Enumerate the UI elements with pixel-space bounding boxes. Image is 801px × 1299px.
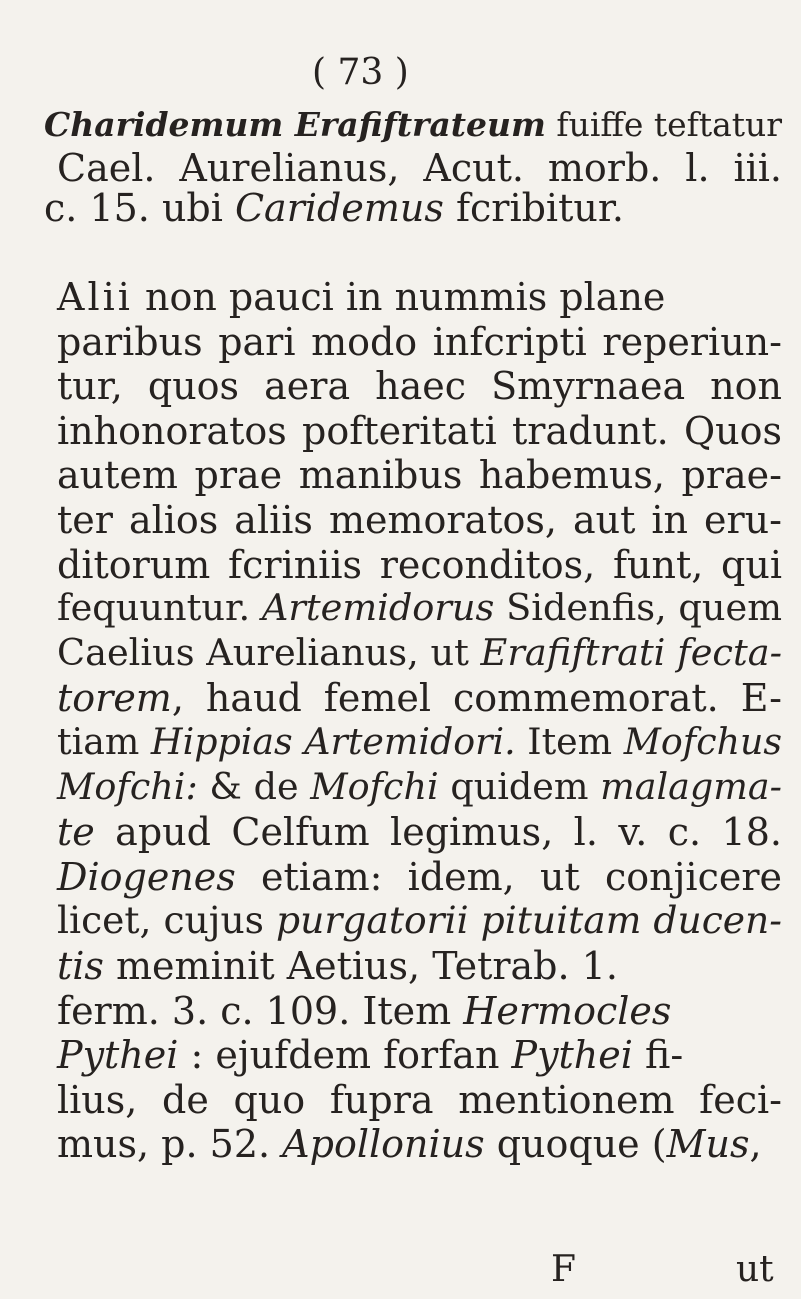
text-line xyxy=(57,319,782,364)
text-span: Hippias Artemidori. xyxy=(150,720,516,763)
text-span: te xyxy=(57,810,95,855)
text-span: meminit Aetius, Tetrab. 1. xyxy=(103,944,618,988)
text-span: Caelius Aurelianus, ut xyxy=(57,630,481,674)
text-span: apud Celfum legimus, l. v. c. 18. xyxy=(94,810,782,855)
text-line xyxy=(57,720,783,763)
text-line xyxy=(57,1077,782,1122)
text-span: non pauci in nummis plane xyxy=(132,275,666,319)
text-span: , xyxy=(749,1122,762,1167)
text-span: quidem xyxy=(438,764,601,808)
text-span: Mus xyxy=(666,1122,750,1167)
text-line xyxy=(57,898,782,943)
text-span: Pythei xyxy=(57,1033,179,1078)
text-span: Caridemus xyxy=(234,186,444,230)
text-line xyxy=(57,586,783,630)
text-line xyxy=(57,453,782,498)
text-line xyxy=(57,145,783,190)
text-span: mus, p. 52. xyxy=(57,1122,283,1167)
text-span: Sidenfis, quem xyxy=(494,586,783,630)
text-span: Apollonius xyxy=(282,1122,485,1167)
text-span: etiam: idem, ut conjicere xyxy=(235,854,782,899)
text-line xyxy=(44,105,783,144)
text-span: fi- xyxy=(632,1033,684,1078)
text-span: tis xyxy=(57,944,104,988)
text-span: Item xyxy=(515,720,624,763)
text-span: fcribitur. xyxy=(443,186,624,230)
text-line xyxy=(57,364,782,409)
text-span: Alii xyxy=(57,275,133,319)
text-line xyxy=(57,408,782,453)
text-span: c. 15. ubi xyxy=(44,186,235,230)
text-line xyxy=(57,810,782,855)
text-span: , haud femel commemorat. E- xyxy=(171,676,782,721)
text-span: torem xyxy=(57,676,172,721)
text-span: inhonoratos pofteritati tradunt. Quos xyxy=(57,408,782,453)
text-line xyxy=(57,542,783,587)
signature-mark: F xyxy=(551,1249,576,1290)
text-span: Mofchi: xyxy=(57,764,198,808)
text-span: fuiffe teftatur xyxy=(545,105,783,144)
text-span: quoque ( xyxy=(484,1122,667,1167)
text-span: Mofchi xyxy=(310,764,439,808)
text-line xyxy=(57,854,782,899)
catchword: ut xyxy=(736,1249,774,1290)
text-span: lius, de quo fupra mentionem feci- xyxy=(57,1077,782,1122)
text-span: tiam xyxy=(57,720,151,763)
text-line xyxy=(57,630,782,674)
text-span: tur, quos aera haec Smyrnaea non xyxy=(57,364,782,409)
text-span: Hermocles xyxy=(463,988,672,1033)
text-span: Mofchus xyxy=(623,720,783,763)
text-span: Erafiftrati fecta- xyxy=(480,630,782,674)
text-span: ditorum fcriniis reconditos, funt, qui xyxy=(57,542,783,587)
text-span: ferm. 3. c. 109. Item xyxy=(57,988,464,1033)
text-span: purgatorii pituitam ducen- xyxy=(276,898,782,943)
text-span: malagma- xyxy=(600,764,783,808)
text-span: ter alios aliis memoratos, aut in eru- xyxy=(57,498,782,542)
text-line xyxy=(57,988,672,1033)
text-line xyxy=(44,186,624,230)
text-line xyxy=(57,676,782,721)
text-span: & de xyxy=(197,764,311,808)
text-span: Artemidorus xyxy=(261,586,495,630)
text-span: : ejufdem forfan xyxy=(178,1033,512,1078)
text-span: autem prae manibus habemus, prae- xyxy=(57,453,782,498)
text-span: licet, cujus xyxy=(57,898,276,943)
text-line xyxy=(57,944,618,988)
text-line xyxy=(57,764,783,808)
text-span: Pythei xyxy=(511,1033,633,1078)
page-number: ( 73 ) xyxy=(312,52,409,93)
text-span: Cael. Aurelianus, Acut. morb. l. iii. xyxy=(57,145,783,190)
text-span: paribus pari modo infcripti reperiun- xyxy=(57,319,782,364)
text-span: Diogenes xyxy=(57,854,236,899)
text-line xyxy=(57,275,666,319)
text-span: fequuntur. xyxy=(57,586,262,630)
text-line xyxy=(57,498,782,542)
text-line xyxy=(57,1033,684,1078)
text-span: Charidemum Erafiftrateum xyxy=(44,105,546,144)
text-line xyxy=(57,1122,762,1167)
